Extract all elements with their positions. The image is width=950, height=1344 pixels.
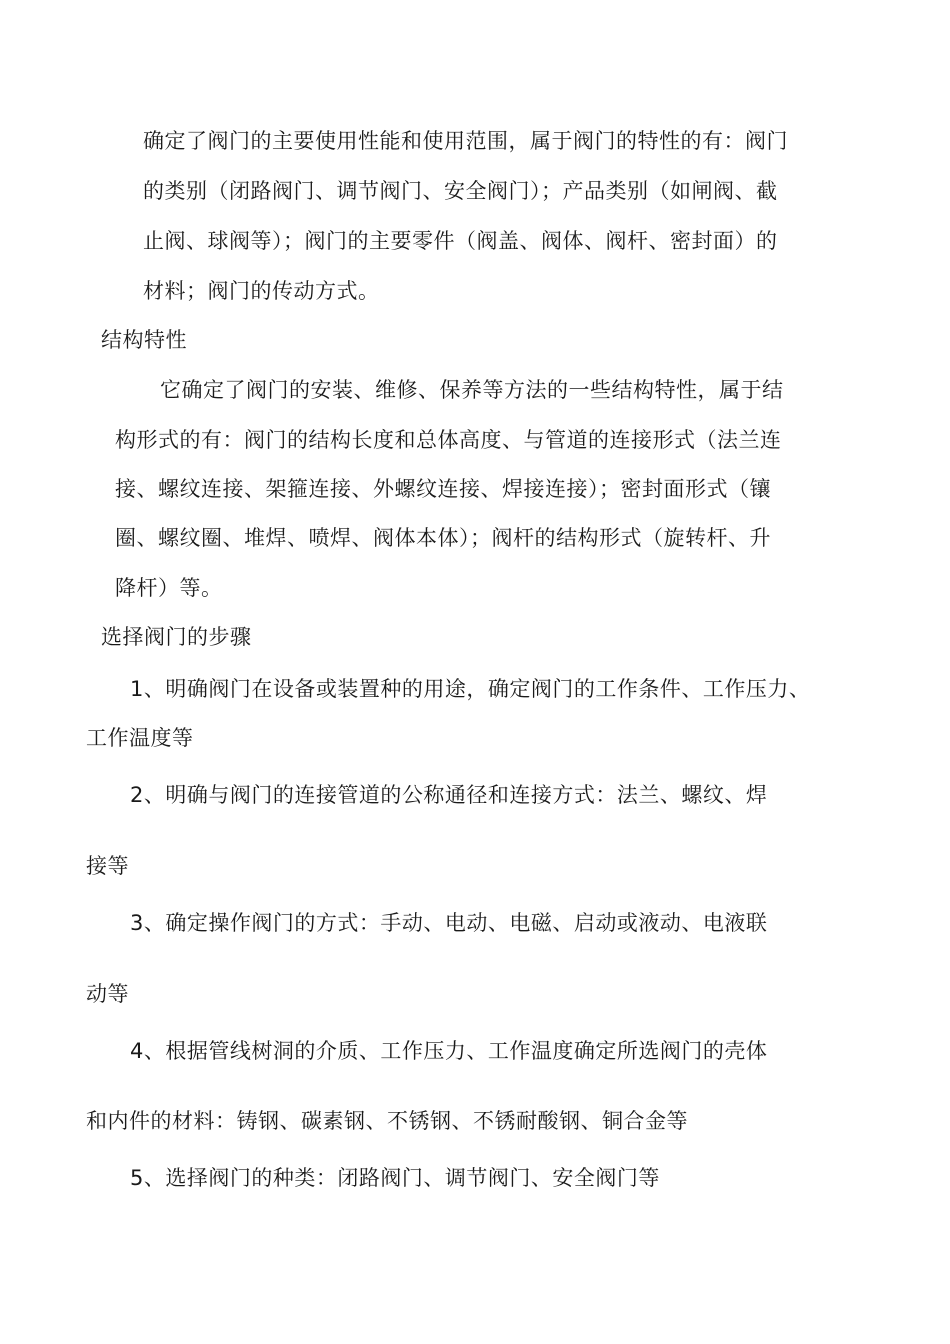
step-item-3-cont: 动等 <box>86 982 129 1006</box>
steps-heading: 选择阀门的步骤 <box>101 625 252 649</box>
intro-line: 止阀、球阀等）；阀门的主要零件（阀盖、阀体、阀杆、密封面）的 <box>143 229 778 253</box>
structure-line: 接、螺纹连接、架箍连接、外螺纹连接、焊接连接）；密封面形式（镶 <box>115 477 771 501</box>
structure-line: 它确定了阀门的安装、维修、保养等方法的一些结构特性，属于结 <box>160 378 784 402</box>
structure-line: 圈、螺纹圈、堆焊、喷焊、阀体本体）；阀杆的结构形式（旋转杆、升 <box>115 526 771 550</box>
step-item-1: 1、明确阀门在设备或装置种的用途，确定阀门的工作条件、工作压力、 <box>130 677 811 701</box>
step-item-2-cont: 接等 <box>86 854 129 878</box>
step-item-3: 3、确定操作阀门的方式：手动、电动、电磁、启动或液动、电液联 <box>130 911 768 935</box>
step-item-2: 2、明确与阀门的连接管道的公称通径和连接方式：法兰、螺纹、焊 <box>130 783 768 807</box>
structure-line: 构形式的有：阀门的结构长度和总体高度、与管道的连接形式（法兰连 <box>115 428 782 452</box>
step-item-5: 5、选择阀门的种类：闭路阀门、调节阀门、安全阀门等 <box>130 1166 660 1190</box>
structure-heading: 结构特性 <box>101 328 187 352</box>
intro-line: 的类别（闭路阀门、调节阀门、安全阀门）；产品类别（如闸阀、截 <box>143 179 778 203</box>
intro-line: 确定了阀门的主要使用性能和使用范围，属于阀门的特性的有：阀门 <box>143 129 788 153</box>
step-item-1-cont: 工作温度等 <box>86 726 194 750</box>
structure-line: 降杆）等。 <box>115 576 223 600</box>
intro-line: 材料；阀门的传动方式。 <box>143 279 380 303</box>
step-item-4: 4、根据管线树洞的介质、工作压力、工作温度确定所选阀门的壳体 <box>130 1039 768 1063</box>
step-item-4-cont: 和内件的材料：铸钢、碳素钢、不锈钢、不锈耐酸钢、铜合金等 <box>86 1109 688 1133</box>
